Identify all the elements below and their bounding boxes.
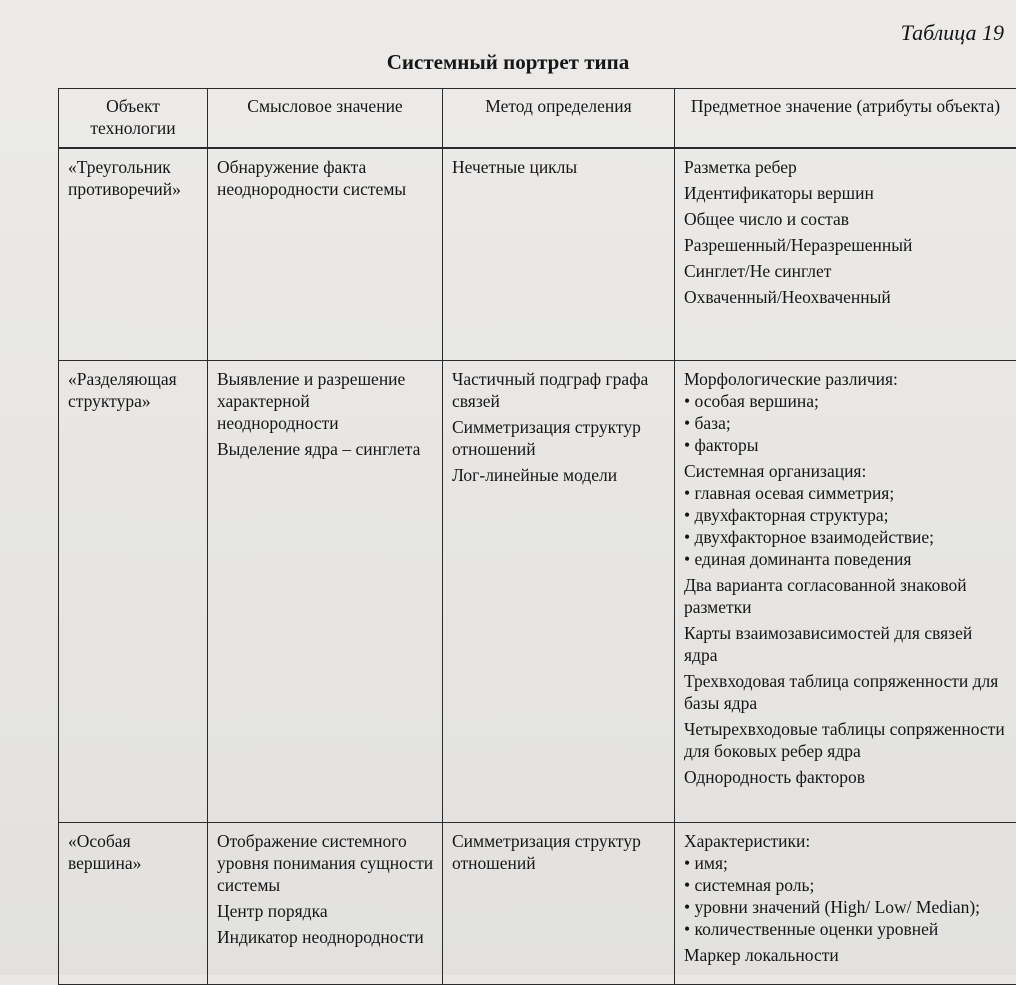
cell-meaning xyxy=(208,148,443,361)
value-text: Маркер локальности xyxy=(684,944,1008,966)
cell-object xyxy=(59,361,208,823)
cell-value xyxy=(675,361,1016,823)
table-row xyxy=(59,148,1016,361)
cell-meaning xyxy=(208,823,443,985)
method-text: Нечетные циклы xyxy=(452,156,666,178)
method-text: Частичный подграф графа связей xyxy=(452,368,666,412)
cell-method xyxy=(443,823,675,985)
value-text: Системная организация: xyxy=(684,460,1008,482)
value-bullet: • главная осевая симметрия; xyxy=(684,482,1008,504)
value-bullet: • особая вершина; xyxy=(684,390,1008,412)
table-title: Системный портрет типа xyxy=(0,50,1016,75)
method-text: Симметризация структур отношений xyxy=(452,416,666,460)
value-bullet: • уровни значений (High/ Low/ Median); xyxy=(684,896,1008,918)
value-bullet: • системная роль; xyxy=(684,874,1008,896)
meaning-text: Выявление и разрешение характерной неоднородности xyxy=(217,368,434,434)
cell-object xyxy=(59,823,208,985)
value-text: Разрешенный/Неразрешенный xyxy=(684,234,1008,256)
table-number: Таблица 19 xyxy=(901,20,1004,46)
object-text: «Особая вершина» xyxy=(68,830,199,874)
value-text: Идентификаторы вершин xyxy=(684,182,1008,204)
value-text: Разметка ребер xyxy=(684,156,1008,178)
cell-value xyxy=(675,823,1016,985)
header-method: Метод определения xyxy=(443,89,675,149)
cell-method xyxy=(443,361,675,823)
meaning-text: Выделение ядра – синглета xyxy=(217,438,434,460)
value-text: Четырехвходовые таблицы сопряженности для боковых ребер ядра xyxy=(684,718,1008,762)
meaning-text: Обнаружение факта неоднородности системы xyxy=(217,156,434,200)
table-header-row xyxy=(59,89,1016,149)
table-row xyxy=(59,823,1016,985)
header-value: Предметное значение (атрибуты объекта) xyxy=(675,89,1016,149)
value-bullet: • двухфакторное взаимодействие; xyxy=(684,526,1008,548)
value-bullet: • количественные оценки уровней xyxy=(684,918,1008,940)
meaning-text: Индикатор неоднородности xyxy=(217,926,434,948)
value-text: Характеристики: xyxy=(684,830,1008,852)
header-object: Объект технологии xyxy=(59,89,208,149)
system-portrait-table xyxy=(58,88,1016,985)
cell-value xyxy=(675,148,1016,361)
object-text: «Разделяющая структура» xyxy=(68,368,199,412)
value-text: Морфологические различия: xyxy=(684,368,1008,390)
value-bullet: • база; xyxy=(684,412,1008,434)
meaning-text: Центр порядка xyxy=(217,900,434,922)
meaning-text: Отображение системного уровня понимания сущности системы xyxy=(217,830,434,896)
method-text: Симметризация структур отношений xyxy=(452,830,666,874)
value-text: Трехвходовая таблица сопряженности для базы ядра xyxy=(684,670,1008,714)
value-bullet: • имя; xyxy=(684,852,1008,874)
value-bullet: • факторы xyxy=(684,434,1008,456)
object-text: «Треугольник противоречий» xyxy=(68,156,199,200)
cell-meaning xyxy=(208,361,443,823)
value-text: Общее число и состав xyxy=(684,208,1008,230)
cell-object xyxy=(59,148,208,361)
value-text: Однородность факторов xyxy=(684,766,1008,788)
value-text: Карты взаимозависимостей для связей ядра xyxy=(684,622,1008,666)
cell-method xyxy=(443,148,675,361)
value-bullet: • двухфакторная структура; xyxy=(684,504,1008,526)
table-row xyxy=(59,361,1016,823)
method-text: Лог-линейные модели xyxy=(452,464,666,486)
header-meaning: Смысловое значение xyxy=(208,89,443,149)
value-text: Синглет/Не синглет xyxy=(684,260,1008,282)
value-text: Два варианта согласованной знаковой разметки xyxy=(684,574,1008,618)
value-text: Охваченный/Неохваченный xyxy=(684,286,1008,308)
value-bullet: • единая доминанта поведения xyxy=(684,548,1008,570)
